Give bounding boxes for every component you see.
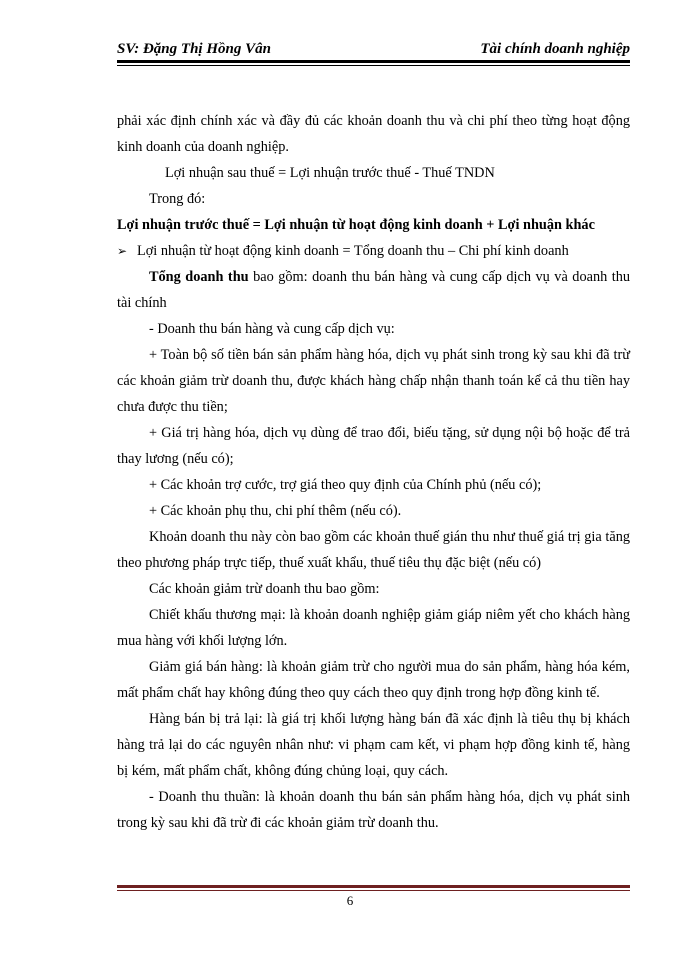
- paragraph: - Doanh thu bán hàng và cung cấp dịch vụ:: [149, 321, 395, 337]
- paragraph: Các khoản giảm trừ doanh thu bao gồm:: [149, 581, 380, 597]
- paragraph: Tổng doanh thu bao gồm: doanh thu bán hàng và cung cấp dịch vụ và doanh thu tài chính: [117, 269, 631, 311]
- paragraph: phải xác định chính xác và đầy đủ các khoản doanh thu và chi phí theo từng hoạt động kinh doanh của doanh nghiệp.: [117, 113, 630, 155]
- page-number: 6: [346, 893, 354, 908]
- paragraph: Chiết khấu thương mại: là khoản doanh nghiệp giảm giáp niêm yết cho khách hàng mua hàng với khối lượng lớn.: [117, 607, 630, 649]
- paragraph: + Giá trị hàng hóa, dịch vụ dùng để trao đổi, biếu tặng, sử dụng nội bộ hoặc để trả thay lương (nếu có);: [117, 425, 630, 467]
- page-header: [117, 38, 630, 58]
- document-body: [117, 108, 630, 836]
- paragraph: + Các khoản trợ cước, trợ giá theo quy định của Chính phủ (nếu có);: [149, 477, 542, 493]
- header-author: SV: Đặng Thị Hồng Vân: [117, 41, 271, 57]
- arrow-bullet-icon: ➢: [117, 244, 128, 258]
- formula-operating-profit: Lợi nhuận từ hoạt động kinh doanh = Tổng doanh thu – Chi phí kinh doanh: [137, 243, 569, 259]
- paragraph: - Doanh thu thuần: là khoản doanh thu bán sản phẩm hàng hóa, dịch vụ phát sinh trong kỳ sau khi đã trừ đi các khoản giảm trừ doanh thu.: [117, 789, 630, 831]
- term-total-revenue: Tổng doanh thu: [149, 269, 249, 285]
- formula-pre-tax-profit: Lợi nhuận trước thuế = Lợi nhuận từ hoạt động kinh doanh + Lợi nhuận khác: [117, 217, 595, 233]
- bullet-item: [117, 238, 630, 264]
- formula-after-tax-profit: Lợi nhuận sau thuế = Lợi nhuận trước thuế - Thuế TNDN: [165, 165, 495, 181]
- paragraph: Hàng bán bị trả lại: là giá trị khối lượng hàng bán đã xác định là tiêu thụ bị khách hàng trả lại do các nguyên nhân như: vi phạm cam kết, vi phạm hợp đồng kinh tế, hàng bị kém, mất phẩm chất, không đúng chủng loại, quy cách.: [117, 711, 630, 779]
- paragraph: + Toàn bộ số tiền bán sản phẩm hàng hóa, dịch vụ phát sinh trong kỳ sau khi đã trừ các khoản giảm trừ doanh thu, được khách hàng chấp nhận thanh toán kể cả thu tiền hay chưa được thu tiền;: [117, 347, 630, 415]
- paragraph: Giảm giá bán hàng: là khoản giảm trừ cho người mua do sản phẩm, hàng hóa kém, mất phẩm chất hay không đúng theo quy cách theo quy định trong hợp đồng kinh tế.: [117, 659, 630, 701]
- paragraph: Trong đó:: [149, 191, 206, 207]
- paragraph: Khoản doanh thu này còn bao gồm các khoản thuế gián thu như thuế giá trị gia tăng theo phương pháp trực tiếp, thuế xuất khẩu, thuế tiêu thụ đặc biệt (nếu có): [117, 529, 630, 571]
- footer-rule: [117, 885, 630, 891]
- paragraph: + Các khoản phụ thu, chi phí thêm (nếu có).: [149, 503, 402, 519]
- header-subject: Tài chính doanh nghiệp: [480, 41, 630, 57]
- header-rule: [117, 60, 630, 66]
